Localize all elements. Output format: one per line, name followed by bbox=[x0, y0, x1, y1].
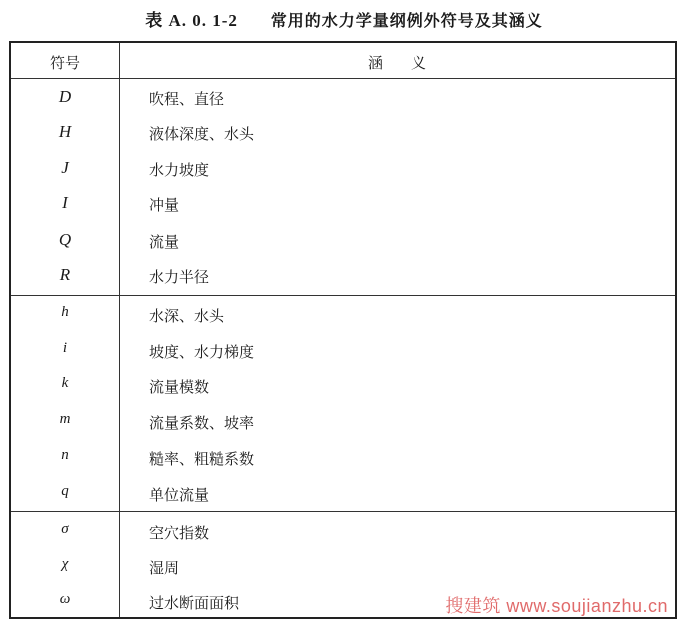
symbol-cell: k bbox=[61, 375, 69, 391]
table-row bbox=[11, 224, 675, 260]
meaning-cell: 糙率、粗糙系数 bbox=[149, 450, 255, 468]
meaning-cell: 过水断面面积 bbox=[149, 594, 240, 612]
table-row bbox=[11, 515, 675, 551]
column-divider bbox=[119, 43, 120, 617]
table-row bbox=[11, 298, 675, 334]
symbol-cell: D bbox=[58, 87, 72, 106]
symbol-cell: Q bbox=[58, 230, 72, 249]
meaning-cell: 湿周 bbox=[149, 559, 180, 577]
meaning-cell: 流量模数 bbox=[149, 378, 210, 396]
table-row bbox=[11, 369, 675, 405]
symbol-cell: ω bbox=[59, 591, 71, 607]
table-title bbox=[0, 6, 688, 31]
meaning-cell: 坡度、水力梯度 bbox=[149, 343, 255, 361]
table-row bbox=[11, 259, 675, 295]
symbol-cell: χ bbox=[61, 556, 69, 572]
symbol-group-lowercase bbox=[11, 295, 675, 512]
meaning-cell: 水力半径 bbox=[149, 268, 210, 286]
symbol-cell: i bbox=[62, 340, 68, 356]
table-row bbox=[11, 152, 675, 188]
symbol-cell: R bbox=[59, 265, 71, 284]
symbol-cell: m bbox=[59, 411, 71, 427]
table-row bbox=[11, 441, 675, 477]
table-row bbox=[11, 81, 675, 117]
symbol-table bbox=[9, 41, 677, 619]
table-row bbox=[11, 187, 675, 223]
header-symbol: 符号 bbox=[49, 54, 80, 72]
meaning-cell: 水深、水头 bbox=[149, 307, 225, 325]
meaning-cell: 空穴指数 bbox=[149, 524, 210, 542]
table-row bbox=[11, 334, 675, 370]
symbol-group-uppercase bbox=[11, 79, 675, 295]
table-row bbox=[11, 405, 675, 441]
table-row bbox=[11, 116, 675, 152]
table-header bbox=[11, 43, 675, 79]
symbol-cell: h bbox=[61, 304, 69, 320]
meaning-cell: 水力坡度 bbox=[149, 161, 210, 179]
symbol-cell: I bbox=[62, 193, 68, 212]
symbol-cell: J bbox=[61, 158, 69, 177]
table-row bbox=[11, 550, 675, 586]
table-row bbox=[11, 477, 675, 513]
symbol-cell: σ bbox=[61, 521, 69, 537]
meaning-cell: 冲量 bbox=[149, 196, 180, 214]
meaning-cell: 液体深度、水头 bbox=[149, 125, 255, 143]
site-watermark: 搜建筑 www.soujianzhu.cn bbox=[445, 596, 668, 616]
table-number: 表 A. 0. 1-2 bbox=[145, 11, 238, 30]
meaning-cell: 单位流量 bbox=[149, 486, 210, 504]
meaning-cell: 吹程、直径 bbox=[149, 90, 225, 108]
symbol-cell: H bbox=[58, 122, 72, 141]
symbol-cell: q bbox=[61, 483, 69, 499]
meaning-cell: 流量系数、坡率 bbox=[149, 414, 255, 432]
meaning-cell: 流量 bbox=[149, 233, 180, 251]
symbol-cell: n bbox=[61, 447, 69, 463]
header-meaning: 涵义 bbox=[367, 54, 454, 72]
table-caption: 常用的水力学量纲例外符号及其涵义 bbox=[270, 11, 543, 30]
